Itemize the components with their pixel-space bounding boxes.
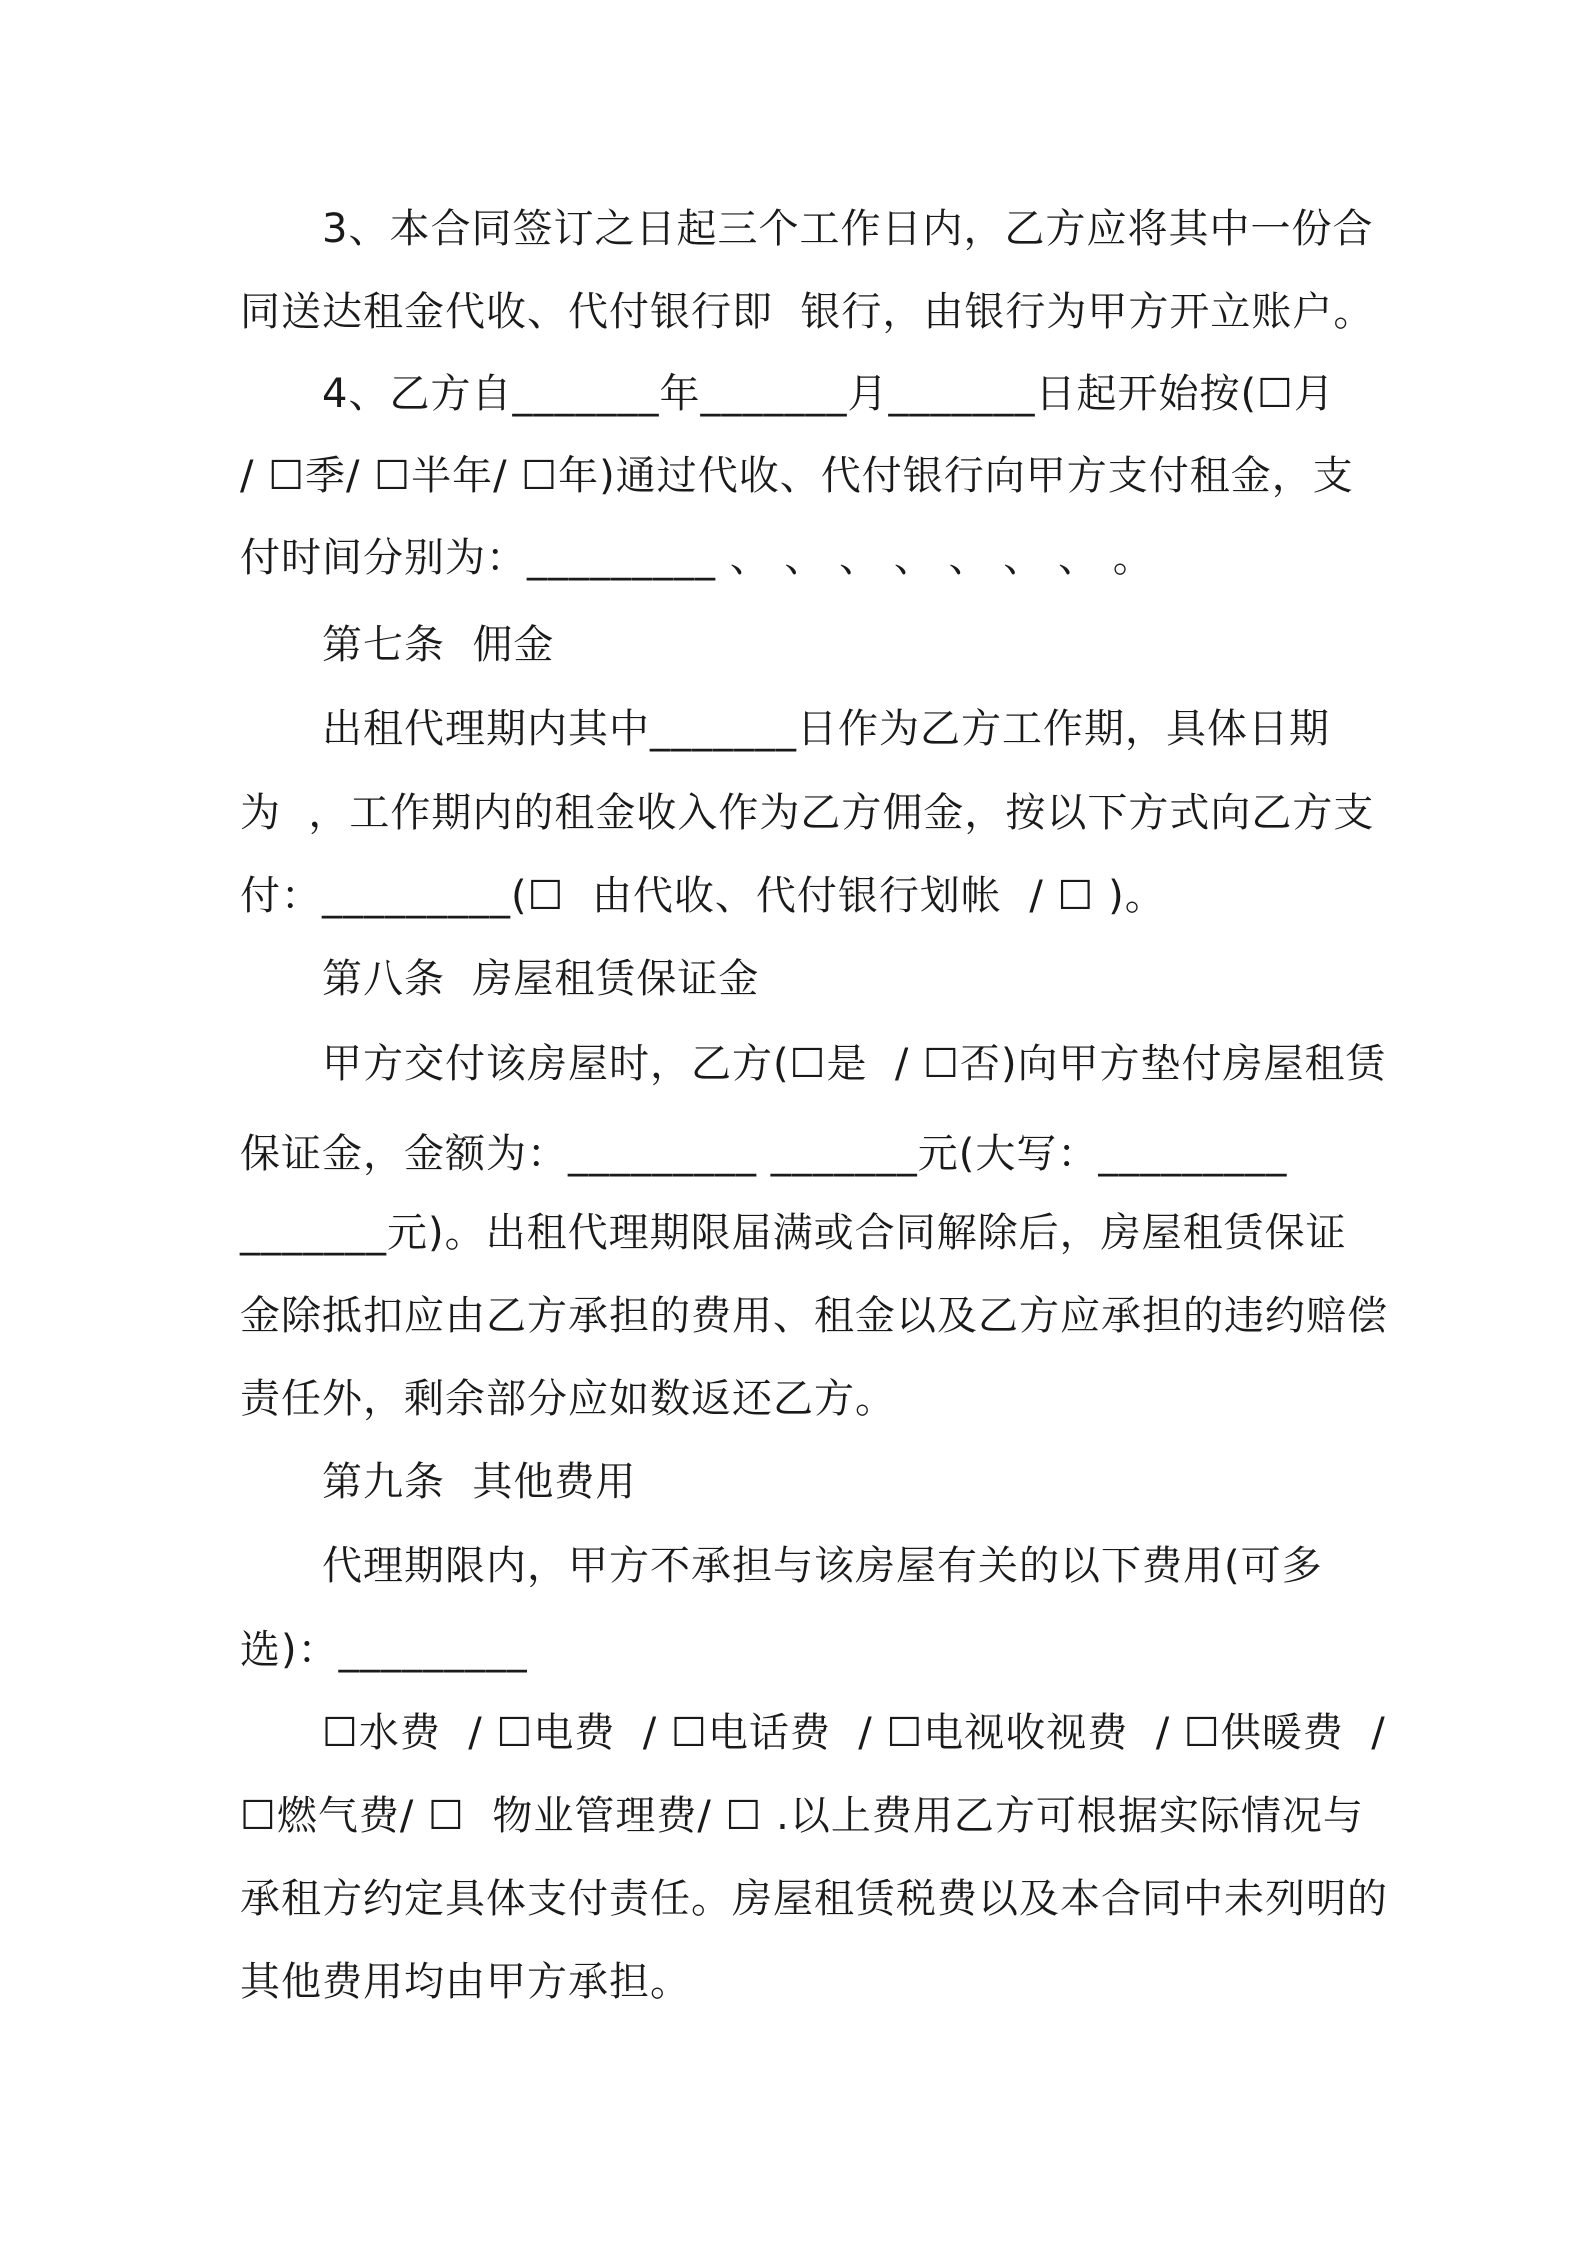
article-8-line-2: 保证金，金额为：_________ _______元(大写：_________: [240, 1131, 1288, 1177]
clause-4-line-3: 付时间分别为：_________ 、 、 、 、 、 、 、 。: [240, 535, 1154, 581]
clause-4-line-2: / ☐季/ ☐半年/ ☐年)通过代收、代付银行向甲方支付租金，支: [240, 453, 1354, 499]
article-9-line-1: 代理期限内，甲方不承担与该房屋有关的以下费用(可多: [322, 1543, 1323, 1589]
article-9-heading: 第九条 其他费用: [322, 1459, 637, 1505]
article-8-heading: 第八条 房屋租赁保证金: [322, 956, 760, 1002]
article-9-line-5: 承租方约定具体支付责任。房屋租赁税费以及本合同中未列明的: [240, 1876, 1388, 1922]
article-9-line-6: 其他费用均由甲方承担。: [240, 1959, 691, 2005]
article-8-line-5: 责任外，剩余部分应如数返还乙方。: [240, 1376, 896, 1422]
article-8-line-4: 金除抵扣应由乙方承担的费用、租金以及乙方应承担的违约赔偿: [240, 1293, 1388, 1339]
clause-4-line-1: 4、乙方自_______年_______月_______日起开始按(☐月: [322, 371, 1335, 417]
article-7-line-2: 为 ，工作期内的租金收入作为乙方佣金，按以下方式向乙方支: [240, 790, 1375, 836]
clause-3-line-1: 3、本合同签订之日起三个工作日内，乙方应将其中一份合: [322, 206, 1374, 252]
article-8-line-3: _______元)。出租代理期限届满或合同解除后，房屋租赁保证: [240, 1210, 1347, 1256]
article-7-line-1: 出租代理期内其中_______日作为乙方工作期，具体日期: [322, 706, 1330, 752]
article-7-heading: 第七条 佣金: [322, 622, 555, 668]
article-8-line-1: 甲方交付该房屋时，乙方(☐是 / ☐否)向甲方垫付房屋租赁: [322, 1041, 1387, 1087]
article-9-line-3: ☐水费 / ☐电费 / ☐电话费 / ☐电视收视费 / ☐供暖费 /: [322, 1710, 1386, 1756]
article-9-line-2: 选)：_________: [240, 1627, 528, 1673]
article-7-line-3: 付：_________(☐ 由代收、代付银行划帐 / ☐ )。: [240, 873, 1166, 919]
article-9-line-4: ☐燃气费/ ☐ 物业管理费/ ☐ .以上费用乙方可根据实际情况与: [240, 1793, 1364, 1839]
clause-3-line-2: 同送达租金代收、代付银行即 银行，由银行为甲方开立账户。: [240, 289, 1375, 335]
